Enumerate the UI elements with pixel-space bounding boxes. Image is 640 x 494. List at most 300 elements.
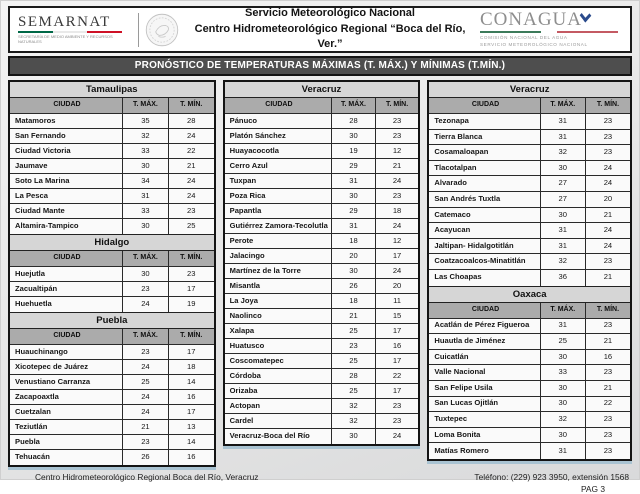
tmax-cell: 25 xyxy=(331,354,375,368)
city-cell: San Andrés Tuxtla xyxy=(434,193,501,203)
table-row xyxy=(225,414,419,429)
tmax-column-header: T. MÁX. xyxy=(122,98,168,113)
tmin-cell: 24 xyxy=(375,219,419,233)
city-cell: Cuetzalan xyxy=(15,406,51,416)
table-row xyxy=(225,219,419,234)
tmin-cell: 24 xyxy=(168,129,214,143)
tmin-cell: 21 xyxy=(585,270,630,286)
state-header: Hidalgo xyxy=(10,234,214,251)
table-row xyxy=(429,270,630,286)
tmin-cell: 21 xyxy=(375,159,419,173)
tmin-cell: 21 xyxy=(585,334,630,349)
tmax-cell: 33 xyxy=(122,204,168,218)
column-left xyxy=(8,80,216,467)
tmin-cell: 12 xyxy=(375,144,419,158)
tmax-cell: 34 xyxy=(122,174,168,188)
city-cell: Matamoros xyxy=(15,115,56,125)
city-cell: Catemaco xyxy=(434,209,471,219)
tmax-cell: 28 xyxy=(331,114,375,128)
tmin-cell: 17 xyxy=(168,345,214,359)
city-cell: Orizaba xyxy=(229,385,258,395)
tmin-cell: 24 xyxy=(168,174,214,188)
tmin-cell: 23 xyxy=(375,414,419,428)
tmin-cell: 25 xyxy=(168,219,214,234)
tmin-column-header: T. MÍN. xyxy=(168,98,214,113)
mexico-tricolor-bar xyxy=(18,31,122,33)
tmin-cell: 15 xyxy=(375,309,419,323)
tmin-cell: 20 xyxy=(585,192,630,207)
city-cell: Tierra Blanca xyxy=(434,131,483,141)
column-right xyxy=(427,80,632,461)
city-cell: Coscomatepec xyxy=(229,355,284,365)
tmin-cell: 14 xyxy=(168,375,214,389)
tmax-cell: 30 xyxy=(540,428,585,443)
tmax-cell: 21 xyxy=(122,420,168,434)
tmax-cell: 36 xyxy=(540,270,585,286)
city-cell: Ciudad Mante xyxy=(15,205,65,215)
tables-area xyxy=(8,80,632,467)
tmax-cell: 35 xyxy=(122,114,168,128)
state-header: Oaxaca xyxy=(429,286,630,303)
table-row xyxy=(429,443,630,459)
city-cell: Huautla de Jiménez xyxy=(434,336,506,346)
footer xyxy=(35,472,629,494)
city-cell: Huayacocotla xyxy=(229,145,280,155)
table-row xyxy=(225,264,419,279)
city-cell: Venustiano Carranza xyxy=(15,376,91,386)
tmax-cell: 26 xyxy=(122,450,168,465)
state-table xyxy=(10,234,214,312)
tmin-cell: 23 xyxy=(585,365,630,380)
table-row xyxy=(10,144,214,159)
tmax-cell: 23 xyxy=(331,339,375,353)
tmin-cell: 20 xyxy=(375,279,419,293)
table-row xyxy=(429,428,630,444)
tmin-cell: 24 xyxy=(375,174,419,188)
tmax-cell: 29 xyxy=(331,159,375,173)
city-cell: San Lucas Ojitlán xyxy=(434,398,499,408)
table-row xyxy=(225,429,419,444)
tmax-cell: 31 xyxy=(331,174,375,188)
state-table xyxy=(10,82,214,234)
table-row xyxy=(10,297,214,312)
tmin-cell: 21 xyxy=(585,381,630,396)
table-row xyxy=(429,412,630,428)
state-table xyxy=(429,286,630,459)
tmax-cell: 25 xyxy=(331,324,375,338)
tmin-column-header: T. MÍN. xyxy=(585,303,630,318)
city-cell: Altamira-Tampico xyxy=(15,221,79,231)
city-cell: Cardel xyxy=(229,415,254,425)
table-row xyxy=(10,375,214,390)
tmin-cell: 23 xyxy=(375,129,419,143)
city-column-header: CIUDAD xyxy=(429,303,539,318)
tmax-cell: 31 xyxy=(540,443,585,459)
tmin-cell: 16 xyxy=(168,450,214,465)
conagua-tricolor-bar xyxy=(480,31,618,33)
table-row xyxy=(225,129,419,144)
tmin-cell: 17 xyxy=(375,324,419,338)
city-cell: Teziutlán xyxy=(15,421,48,431)
tmax-column-header: T. MÁX. xyxy=(122,251,168,266)
tmax-cell: 32 xyxy=(331,399,375,413)
tmax-cell: 24 xyxy=(122,390,168,404)
tmin-cell: 22 xyxy=(585,397,630,412)
table-row xyxy=(429,254,630,270)
city-cell: Soto La Marina xyxy=(15,175,70,185)
table-row xyxy=(10,174,214,189)
tmin-cell: 17 xyxy=(375,354,419,368)
city-cell: Jaltipan- Hidalgotitlán xyxy=(434,240,514,250)
table-row xyxy=(429,223,630,239)
city-cell: Puebla xyxy=(15,436,40,446)
city-cell: Perote xyxy=(229,235,254,245)
conagua-wordmark: CONAGUA xyxy=(480,10,622,29)
tmin-cell: 16 xyxy=(375,339,419,353)
tmax-cell: 31 xyxy=(540,319,585,334)
city-cell: La Joya xyxy=(229,295,258,305)
tmax-cell: 28 xyxy=(331,369,375,383)
table-row xyxy=(10,420,214,435)
tmin-cell: 24 xyxy=(375,264,419,278)
table-row xyxy=(225,174,419,189)
tmax-column-header: T. MÁX. xyxy=(122,329,168,344)
tmax-cell: 33 xyxy=(122,144,168,158)
tmin-cell: 23 xyxy=(585,443,630,459)
city-cell: San Fernando xyxy=(15,130,66,140)
tmin-cell: 11 xyxy=(375,294,419,308)
table-row xyxy=(225,309,419,324)
tmax-cell: 31 xyxy=(540,130,585,145)
table-row xyxy=(429,114,630,130)
tmin-cell: 12 xyxy=(375,234,419,248)
table-row xyxy=(429,350,630,366)
tmax-cell: 27 xyxy=(540,192,585,207)
tmax-cell: 21 xyxy=(331,309,375,323)
tmax-cell: 25 xyxy=(540,334,585,349)
column-header-row xyxy=(429,303,630,319)
tmax-cell: 31 xyxy=(540,114,585,129)
city-cell: Jaumave xyxy=(15,160,48,170)
city-cell: Zacualtipán xyxy=(15,283,58,293)
table-row xyxy=(429,334,630,350)
tmin-column-header: T. MÍN. xyxy=(585,98,630,113)
conagua-logo xyxy=(480,10,622,49)
tmax-cell: 31 xyxy=(122,189,168,203)
city-cell: Tuxpan xyxy=(229,175,257,185)
table-row xyxy=(10,159,214,174)
city-cell: Alvarado xyxy=(434,178,467,188)
tmax-cell: 23 xyxy=(122,435,168,449)
table-row xyxy=(10,450,214,465)
tmin-cell: 23 xyxy=(375,114,419,128)
table-row xyxy=(10,219,214,234)
tmin-cell: 23 xyxy=(585,145,630,160)
tmin-cell: 24 xyxy=(585,176,630,191)
tmax-cell: 31 xyxy=(540,239,585,254)
city-cell: Platón Sánchez xyxy=(229,130,286,140)
tmin-cell: 21 xyxy=(585,208,630,223)
table-row xyxy=(225,189,419,204)
table-row xyxy=(225,159,419,174)
tmax-cell: 20 xyxy=(331,249,375,263)
table-row xyxy=(10,114,214,129)
tmax-column-header: T. MÁX. xyxy=(540,303,585,318)
table-row xyxy=(10,129,214,144)
city-cell: Veracruz-Boca del Río xyxy=(229,431,310,441)
tmax-cell: 24 xyxy=(122,405,168,419)
tmax-cell: 23 xyxy=(122,282,168,296)
city-cell: Tuxtepec xyxy=(434,414,468,424)
city-cell: Huejutla xyxy=(15,268,45,278)
city-cell: Actopan xyxy=(229,400,261,410)
semarnat-wordmark: SEMARNAT xyxy=(18,13,111,30)
tmin-cell: 17 xyxy=(168,405,214,419)
tmin-cell: 24 xyxy=(168,189,214,203)
table-row xyxy=(225,339,419,354)
city-column-header: CIUDAD xyxy=(429,98,539,113)
column-header-row xyxy=(429,98,630,114)
table-row xyxy=(225,399,419,414)
city-cell: Martínez de la Torre xyxy=(229,265,301,275)
city-column-header: CIUDAD xyxy=(225,98,332,113)
tmax-cell: 32 xyxy=(122,129,168,143)
city-cell: Pánuco xyxy=(229,115,258,125)
city-cell: Valle Nacional xyxy=(434,367,486,377)
table-row xyxy=(225,234,419,249)
table-row xyxy=(10,345,214,360)
state-header: Veracruz xyxy=(429,82,630,98)
table-row xyxy=(225,114,419,129)
city-cell: Xalapa xyxy=(229,325,255,335)
table-row xyxy=(10,405,214,420)
semarnat-subtitle: SECRETARÍA DE MEDIO AMBIENTE Y RECURSOS NATURALES xyxy=(18,33,113,44)
tmax-cell: 24 xyxy=(122,297,168,312)
tmin-cell: 18 xyxy=(375,204,419,218)
tmax-column-header: T. MÁX. xyxy=(540,98,585,113)
city-cell: Las Choapas xyxy=(434,272,482,282)
tmin-cell: 24 xyxy=(585,239,630,254)
table-row xyxy=(10,204,214,219)
state-table xyxy=(225,82,419,444)
city-cell: Ciudad Victoria xyxy=(15,145,71,155)
tmin-cell: 18 xyxy=(168,360,214,374)
tmin-cell: 24 xyxy=(375,429,419,444)
state-table xyxy=(10,312,214,465)
footer-right xyxy=(474,472,629,494)
tmax-column-header: T. MÁX. xyxy=(331,98,375,113)
tmax-cell: 30 xyxy=(122,219,168,234)
table-row xyxy=(225,384,419,399)
city-column-header: CIUDAD xyxy=(10,98,122,113)
tmin-cell: 23 xyxy=(375,399,419,413)
table-row xyxy=(225,324,419,339)
tmax-cell: 31 xyxy=(331,219,375,233)
tmin-cell: 21 xyxy=(168,159,214,173)
tmax-cell: 30 xyxy=(331,189,375,203)
tmin-cell: 24 xyxy=(585,161,630,176)
tmax-cell: 23 xyxy=(122,345,168,359)
table-row xyxy=(10,189,214,204)
table-row xyxy=(429,208,630,224)
table-row xyxy=(10,390,214,405)
tmax-cell: 31 xyxy=(540,223,585,238)
state-table xyxy=(429,82,630,286)
tmax-cell: 30 xyxy=(540,381,585,396)
tmin-cell: 13 xyxy=(168,420,214,434)
tmax-cell: 30 xyxy=(331,264,375,278)
table-row xyxy=(225,144,419,159)
tmin-cell: 17 xyxy=(375,384,419,398)
column-center xyxy=(223,80,421,446)
column-header-row xyxy=(225,98,419,114)
tmax-cell: 26 xyxy=(331,279,375,293)
table-row xyxy=(429,397,630,413)
tmin-cell: 23 xyxy=(375,189,419,203)
city-cell: Acatlán de Pérez Figueroa xyxy=(434,320,530,330)
tmax-cell: 29 xyxy=(331,204,375,218)
column-header-row xyxy=(10,251,214,267)
tmax-cell: 30 xyxy=(331,129,375,143)
tmin-cell: 24 xyxy=(585,223,630,238)
tmin-cell: 17 xyxy=(168,282,214,296)
tmin-cell: 23 xyxy=(585,130,630,145)
tmax-cell: 19 xyxy=(331,144,375,158)
tmax-cell: 18 xyxy=(331,294,375,308)
city-cell: Córdoba xyxy=(229,370,261,380)
table-row xyxy=(225,204,419,219)
semarnat-logo xyxy=(18,15,136,45)
tmax-cell: 30 xyxy=(540,161,585,176)
city-cell: Naolinco xyxy=(229,310,262,320)
tmax-cell: 30 xyxy=(122,267,168,281)
table-row xyxy=(225,354,419,369)
tmin-column-header: T. MÍN. xyxy=(168,251,214,266)
table-row xyxy=(10,267,214,282)
city-cell: Acayucan xyxy=(434,225,471,235)
footer-org-text: Centro Hidrometeorológico Regional Boca del Río, Veracruz xyxy=(35,472,259,482)
city-cell: La Pesca xyxy=(15,190,48,200)
table-row xyxy=(225,279,419,294)
tmin-column-header: T. MÍN. xyxy=(375,98,419,113)
tmin-cell: 19 xyxy=(168,297,214,312)
footer-phone: Teléfono: (229) 923 3950, extensión 1568 xyxy=(474,472,629,482)
city-cell: San Felipe Usila xyxy=(434,382,493,392)
tmax-cell: 18 xyxy=(331,234,375,248)
column-header-row xyxy=(10,329,214,345)
table-row xyxy=(429,145,630,161)
tmax-cell: 32 xyxy=(540,145,585,160)
tmin-cell: 23 xyxy=(168,267,214,281)
city-cell: Xicotepec de Juárez xyxy=(15,361,89,371)
table-row xyxy=(225,249,419,264)
table-row xyxy=(429,161,630,177)
tmax-cell: 33 xyxy=(540,365,585,380)
city-cell: Poza Rica xyxy=(229,190,266,200)
city-cell: Misantla xyxy=(229,280,261,290)
tmax-cell: 30 xyxy=(540,397,585,412)
org-subtitle: Centro Hidrometeorológico Regional “Boca del Río, Ver.” xyxy=(194,22,466,51)
tmin-cell: 23 xyxy=(585,114,630,129)
city-cell: Tlacotalpan xyxy=(434,162,477,172)
city-cell: Papantla xyxy=(229,205,262,215)
tmax-cell: 30 xyxy=(540,208,585,223)
page-title: PRONÓSTICO DE TEMPERATURAS MÁXIMAS (T. MÁX.) Y MÍNIMAS (T.MÍN.) xyxy=(8,56,632,76)
tmin-column-header: T. MÍN. xyxy=(168,329,214,344)
tmax-cell: 30 xyxy=(331,429,375,444)
city-cell: Zacapoaxtla xyxy=(15,391,59,401)
tmax-cell: 25 xyxy=(331,384,375,398)
table-row xyxy=(429,192,630,208)
city-column-header: CIUDAD xyxy=(10,329,122,344)
logo-divider xyxy=(138,13,139,47)
org-title: Servicio Meteorológico Nacional xyxy=(245,6,415,19)
table-row xyxy=(10,360,214,375)
city-cell: Coatzacoalcos-Minatitlán xyxy=(434,256,526,266)
table-row xyxy=(225,294,419,309)
tmin-cell: 23 xyxy=(585,254,630,269)
tmin-cell: 14 xyxy=(168,435,214,449)
table-row xyxy=(10,435,214,450)
tmax-cell: 25 xyxy=(122,375,168,389)
city-cell: Tehuacán xyxy=(15,452,50,462)
header-title xyxy=(180,6,480,54)
tmax-cell: 32 xyxy=(540,412,585,427)
city-column-header: CIUDAD xyxy=(10,251,122,266)
city-cell: Tezonapa xyxy=(434,115,469,125)
conagua-subtitle-2: SERVICIO METEOROLÓGICO NACIONAL xyxy=(480,42,588,47)
city-cell: Loma Bonita xyxy=(434,429,481,439)
tmin-cell: 16 xyxy=(585,350,630,365)
tmin-cell: 22 xyxy=(375,369,419,383)
city-cell: Cosamaloapan xyxy=(434,147,489,157)
state-header: Tamaulipas xyxy=(10,82,214,98)
table-row xyxy=(429,176,630,192)
tmax-cell: 30 xyxy=(540,350,585,365)
tmin-cell: 16 xyxy=(168,390,214,404)
tmin-cell: 23 xyxy=(585,412,630,427)
table-row xyxy=(429,130,630,146)
header xyxy=(8,6,632,53)
state-header: Veracruz xyxy=(225,82,419,98)
city-cell: Matías Romero xyxy=(434,445,489,455)
tmax-cell: 32 xyxy=(331,414,375,428)
column-header-row xyxy=(10,98,214,114)
eagle-seal-icon xyxy=(144,12,180,48)
city-cell: Gutiérrez Zamora-Tecolutla xyxy=(229,220,328,230)
tmax-cell: 24 xyxy=(122,360,168,374)
table-row xyxy=(225,369,419,384)
table-row xyxy=(429,239,630,255)
tmax-cell: 27 xyxy=(540,176,585,191)
tmin-cell: 28 xyxy=(168,114,214,128)
city-cell: Jalacingo xyxy=(229,250,265,260)
conagua-subtitle-1: COMISIÓN NACIONAL DEL AGUA xyxy=(480,35,568,41)
tmin-cell: 23 xyxy=(585,428,630,443)
state-header: Puebla xyxy=(10,312,214,329)
footer-page-number: PAG 3 xyxy=(580,484,605,494)
city-cell: Huatusco xyxy=(229,340,265,350)
table-row xyxy=(429,381,630,397)
city-cell: Huauchinango xyxy=(15,346,68,356)
table-row xyxy=(10,282,214,297)
tmin-cell: 23 xyxy=(168,204,214,218)
tmin-cell: 17 xyxy=(375,249,419,263)
city-cell: Huehuetla xyxy=(15,299,52,309)
city-cell: Cuicatlán xyxy=(434,351,469,361)
tmin-cell: 23 xyxy=(585,319,630,334)
table-row xyxy=(429,319,630,335)
